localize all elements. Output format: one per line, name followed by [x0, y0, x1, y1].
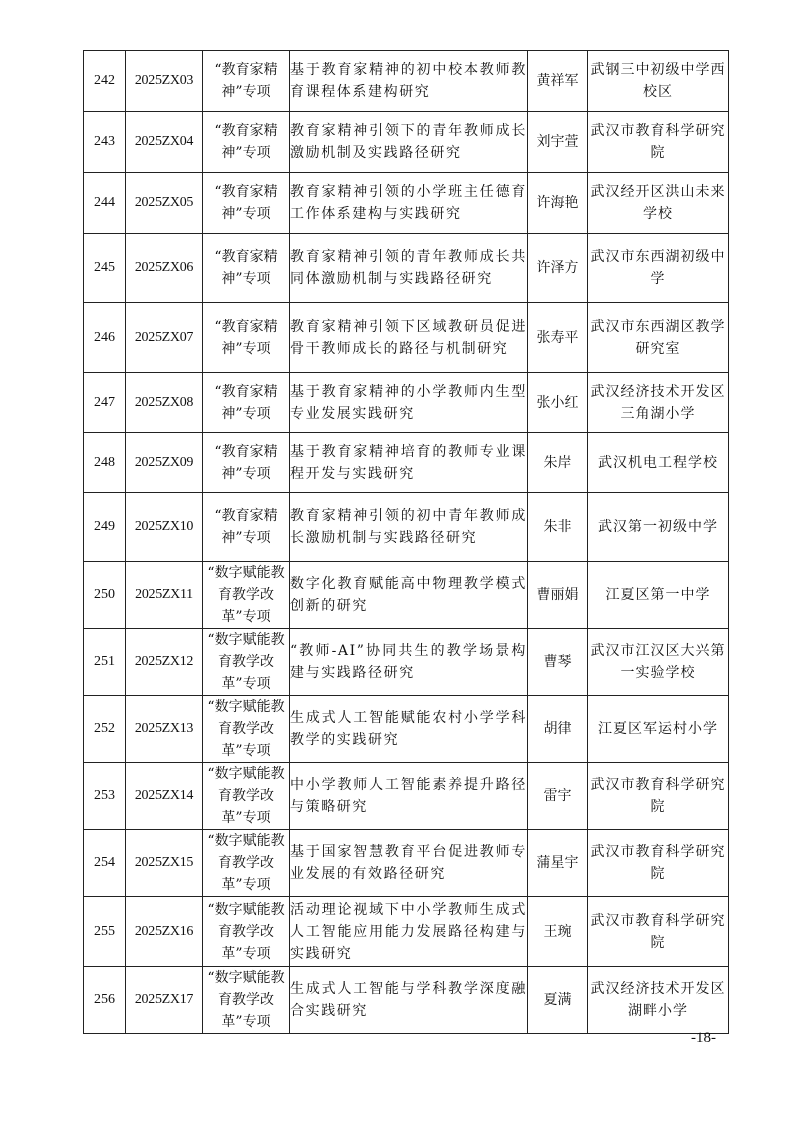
- project-category: “数字赋能教育教学改革”专项: [203, 696, 290, 763]
- project-leader: 曹琴: [528, 629, 588, 696]
- project-unit: 武钢三中初级中学西校区: [588, 51, 729, 112]
- project-leader: 许海艳: [528, 173, 588, 234]
- project-unit: 武汉市教育科学研究院: [588, 897, 729, 967]
- project-number: 248: [84, 433, 126, 493]
- project-code: 2025ZX08: [126, 373, 203, 433]
- table-row: [84, 173, 729, 234]
- project-title: 教育家精神引领的青年教师成长共同体激励机制与实践路径研究: [290, 234, 528, 303]
- project-number: 247: [84, 373, 126, 433]
- project-number: 255: [84, 897, 126, 967]
- table-row: [84, 562, 729, 629]
- project-category: “数字赋能教育教学改革”专项: [203, 897, 290, 967]
- project-leader: 黄祥军: [528, 51, 588, 112]
- project-category: “教育家精神”专项: [203, 51, 290, 112]
- project-leader: 蒲星宇: [528, 830, 588, 897]
- table-row: [84, 51, 729, 112]
- project-title: “教师-AI”协同共生的教学场景构建与实践路径研究: [290, 629, 528, 696]
- project-category: “数字赋能教育教学改革”专项: [203, 830, 290, 897]
- table-row: [84, 303, 729, 373]
- project-category: “教育家精神”专项: [203, 234, 290, 303]
- table-row: [84, 629, 729, 696]
- project-number: 244: [84, 173, 126, 234]
- project-category: “教育家精神”专项: [203, 173, 290, 234]
- project-leader: 张寿平: [528, 303, 588, 373]
- project-number: 250: [84, 562, 126, 629]
- table-row: [84, 234, 729, 303]
- project-code: 2025ZX16: [126, 897, 203, 967]
- project-title: 活动理论视域下中小学教师生成式人工智能应用能力发展路径构建与实践研究: [290, 897, 528, 967]
- project-unit: 武汉市教育科学研究院: [588, 112, 729, 173]
- project-code: 2025ZX11: [126, 562, 203, 629]
- project-title: 生成式人工智能赋能农村小学学科教学的实践研究: [290, 696, 528, 763]
- project-code: 2025ZX05: [126, 173, 203, 234]
- project-unit: 武汉市东西湖初级中学: [588, 234, 729, 303]
- project-unit: 武汉第一初级中学: [588, 493, 729, 562]
- project-unit: 武汉机电工程学校: [588, 433, 729, 493]
- project-leader: 雷宇: [528, 763, 588, 830]
- project-number: 246: [84, 303, 126, 373]
- project-leader: 胡律: [528, 696, 588, 763]
- project-unit: 武汉市东西湖区教学研究室: [588, 303, 729, 373]
- project-code: 2025ZX14: [126, 763, 203, 830]
- table-row: [84, 112, 729, 173]
- project-number: 252: [84, 696, 126, 763]
- project-leader: 许泽方: [528, 234, 588, 303]
- project-unit: 武汉市教育科学研究院: [588, 830, 729, 897]
- project-title: 教育家精神引领下区域教研员促进骨干教师成长的路径与机制研究: [290, 303, 528, 373]
- project-category: “数字赋能教育教学改革”专项: [203, 763, 290, 830]
- project-unit: 江夏区第一中学: [588, 562, 729, 629]
- table-row: [84, 696, 729, 763]
- project-title: 教育家精神引领下的青年教师成长激励机制及实践路径研究: [290, 112, 528, 173]
- project-category: “教育家精神”专项: [203, 373, 290, 433]
- project-unit: 武汉经济技术开发区三角湖小学: [588, 373, 729, 433]
- table-row: [84, 967, 729, 1034]
- project-category: “数字赋能教育教学改革”专项: [203, 967, 290, 1034]
- project-code: 2025ZX07: [126, 303, 203, 373]
- project-title: 数字化教育赋能高中物理教学模式创新的研究: [290, 562, 528, 629]
- table-row: [84, 897, 729, 967]
- project-table: [83, 50, 729, 1034]
- project-number: 256: [84, 967, 126, 1034]
- table-row: [84, 433, 729, 493]
- page-number: -18-: [691, 1030, 716, 1046]
- project-title: 教育家精神引领的初中青年教师成长激励机制与实践路径研究: [290, 493, 528, 562]
- project-number: 249: [84, 493, 126, 562]
- project-unit: 武汉经开区洪山未来学校: [588, 173, 729, 234]
- project-unit: 江夏区军运村小学: [588, 696, 729, 763]
- project-leader: 王琬: [528, 897, 588, 967]
- project-category: “数字赋能教育教学改革”专项: [203, 562, 290, 629]
- project-title: 教育家精神引领的小学班主任德育工作体系建构与实践研究: [290, 173, 528, 234]
- project-unit: 武汉市教育科学研究院: [588, 763, 729, 830]
- table-row: [84, 373, 729, 433]
- project-leader: 刘宇萱: [528, 112, 588, 173]
- project-category: “教育家精神”专项: [203, 303, 290, 373]
- project-leader: 夏满: [528, 967, 588, 1034]
- project-number: 253: [84, 763, 126, 830]
- project-category: “教育家精神”专项: [203, 433, 290, 493]
- project-title: 基于教育家精神培育的教师专业课程开发与实践研究: [290, 433, 528, 493]
- table-row: [84, 763, 729, 830]
- project-code: 2025ZX03: [126, 51, 203, 112]
- project-code: 2025ZX15: [126, 830, 203, 897]
- project-title: 生成式人工智能与学科教学深度融合实践研究: [290, 967, 528, 1034]
- project-code: 2025ZX12: [126, 629, 203, 696]
- project-unit: 武汉经济技术开发区湖畔小学: [588, 967, 729, 1034]
- project-number: 251: [84, 629, 126, 696]
- project-category: “教育家精神”专项: [203, 493, 290, 562]
- project-leader: 朱岸: [528, 433, 588, 493]
- project-table-body: [84, 51, 729, 1034]
- project-category: “教育家精神”专项: [203, 112, 290, 173]
- project-number: 254: [84, 830, 126, 897]
- project-leader: 张小红: [528, 373, 588, 433]
- project-number: 245: [84, 234, 126, 303]
- project-code: 2025ZX09: [126, 433, 203, 493]
- table-row: [84, 830, 729, 897]
- project-code: 2025ZX06: [126, 234, 203, 303]
- project-code: 2025ZX10: [126, 493, 203, 562]
- table-row: [84, 493, 729, 562]
- project-leader: 朱非: [528, 493, 588, 562]
- project-code: 2025ZX13: [126, 696, 203, 763]
- project-title: 中小学教师人工智能素养提升路径与策略研究: [290, 763, 528, 830]
- project-unit: 武汉市江汉区大兴第一实验学校: [588, 629, 729, 696]
- project-leader: 曹丽娟: [528, 562, 588, 629]
- project-code: 2025ZX04: [126, 112, 203, 173]
- project-title: 基于国家智慧教育平台促进教师专业发展的有效路径研究: [290, 830, 528, 897]
- project-code: 2025ZX17: [126, 967, 203, 1034]
- project-category: “数字赋能教育教学改革”专项: [203, 629, 290, 696]
- project-number: 243: [84, 112, 126, 173]
- project-title: 基于教育家精神的初中校本教师教育课程体系建构研究: [290, 51, 528, 112]
- project-title: 基于教育家精神的小学教师内生型专业发展实践研究: [290, 373, 528, 433]
- project-number: 242: [84, 51, 126, 112]
